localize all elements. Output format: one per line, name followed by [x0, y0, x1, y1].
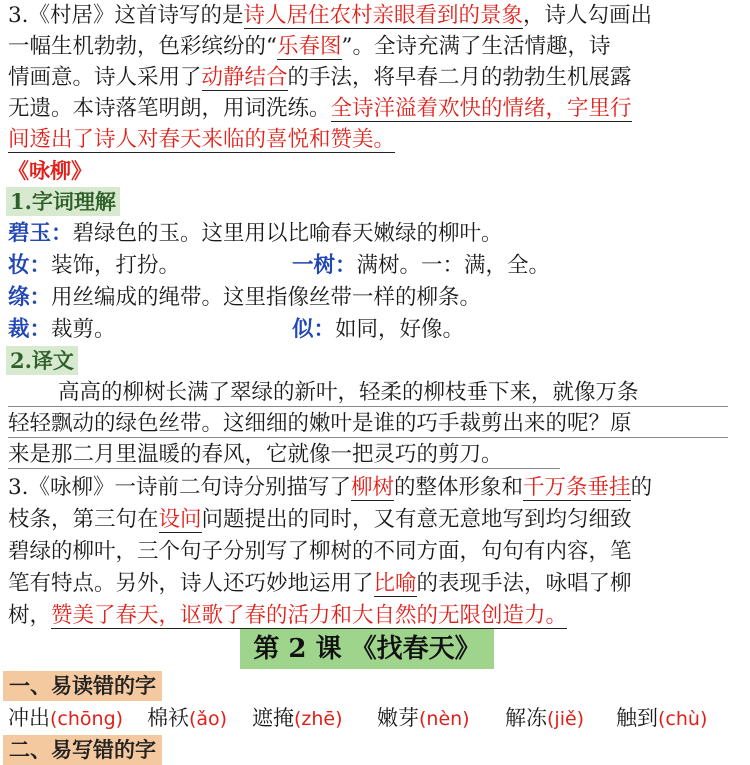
text: 一幅生机勃勃，色彩缤纷的“: [8, 34, 277, 59]
text: 的手法，将早春二月的勃勃生机展露: [287, 65, 632, 90]
text: 碧绿的柳叶，三个句子分别写了柳树的不同方面，句句有内容，笔: [8, 539, 632, 564]
vocab-term: 一树：: [292, 253, 357, 278]
vocab-def: 如同，好像。: [335, 317, 465, 342]
ruled-line: [8, 437, 728, 438]
word-pinyin: (zhē): [294, 708, 343, 730]
translation-line-2: [8, 408, 742, 439]
vocab-pair: [292, 250, 550, 281]
text: 轻轻飘动的绿色丝带。这细细的嫩叶是谁的巧手裁剪出来的呢？原: [8, 411, 632, 436]
word-item: [252, 703, 343, 734]
para1-line-5: [8, 124, 742, 155]
text: 的: [630, 475, 653, 500]
word-pinyin: (chù): [658, 708, 708, 730]
vocab-pair: [292, 314, 464, 345]
highlight-text: 动静结合: [201, 65, 288, 90]
vocab-term: 裁：: [8, 317, 52, 342]
highlight-text: 设问: [158, 507, 202, 532]
word-item: [616, 703, 707, 734]
word-char: 冲出: [8, 706, 50, 730]
highlight-text: 诗人居住农村亲眼看到的景象: [243, 3, 524, 28]
word-char: 棉袄: [147, 706, 189, 730]
text: 来是那二月里温暖的春风，它就像一把灵巧的剪刀。: [8, 442, 503, 467]
text: 高高的柳树长满了翠绿的新叶，轻柔的柳枝垂下来，就像万条: [58, 380, 639, 405]
text: 的表现手法，咏唱了柳: [416, 571, 632, 596]
para3-line-1: [8, 472, 742, 503]
vocab-term: 碧玉：: [8, 221, 73, 246]
text: 笔有特点。另外，诗人还巧妙地运用了: [8, 571, 374, 596]
para1-line-4: [8, 93, 742, 124]
para3-line-3: [8, 536, 742, 567]
section-vocab-heading: 1.字词理解: [6, 187, 120, 216]
translation-line-3: [8, 439, 742, 470]
vocab-def: 用丝编成的绳带。这里指像丝带一样的柳条。: [51, 285, 482, 310]
text: 枝条，第三句在: [8, 507, 159, 532]
text: 问题提出的同时，又有意无意地写到均匀细致: [201, 507, 632, 532]
vocab-term: 似：: [292, 317, 336, 342]
para3-line-4: [8, 568, 742, 599]
vocab-row-3: [8, 282, 742, 313]
text: ”。全诗充满了生活情趣，诗: [341, 34, 611, 59]
section-easy-write-heading: 二、易写错的字: [3, 735, 162, 765]
ruled-line: [8, 468, 560, 469]
highlight-text: 乐春图: [277, 34, 342, 59]
highlight-text: 间透出了诗人对春天来临的喜悦和赞美。: [8, 127, 396, 152]
vocab-term: 绦：: [8, 285, 52, 310]
word-pinyin: (chōng): [50, 708, 124, 730]
word-item: [147, 703, 227, 734]
vocab-row-4: [8, 314, 742, 345]
text: 3.《咏柳》一诗前二句诗分别描写了: [8, 475, 352, 500]
text: 情画意。诗人采用了: [8, 65, 202, 90]
section-translation-heading: 2.译文: [6, 346, 78, 375]
text: 的整体形象和: [394, 475, 524, 500]
word-pinyin: (jiě): [547, 708, 585, 730]
para1-line-3: [8, 62, 742, 93]
lesson-title-banner: 第 2 课 《找春天》: [240, 629, 494, 669]
highlight-text: 比喻: [373, 571, 417, 596]
word-item: [377, 703, 470, 734]
vocab-row-2: [8, 250, 742, 281]
word-char: 嫩芽: [377, 706, 419, 730]
word-item: [8, 703, 123, 734]
vocab-def: 碧绿色的玉。这里用以比喻春天嫩绿的柳叶。: [72, 221, 503, 246]
text: 3.《村居》这首诗写的是: [8, 3, 244, 28]
highlight-text: 赞美了春天，讴歌了春的活力和大自然的无限创造力。: [51, 603, 568, 628]
text: 无遗。本诗落笔明朗，用词洗练。: [8, 96, 331, 121]
word-char: 触到: [616, 706, 658, 730]
highlight-text: 柳树: [351, 475, 395, 500]
word-pinyin: (nèn): [419, 708, 470, 730]
highlight-text: 千万条垂挂: [523, 475, 631, 500]
para1-line-2: [8, 31, 742, 62]
vocab-term: 妆：: [8, 253, 52, 278]
para1-line-1: [8, 0, 742, 31]
section-easy-read-heading: 一、易读错的字: [3, 671, 162, 701]
translation-line-1: [58, 377, 742, 408]
vocab-row-1: [8, 218, 742, 249]
text: ，诗人勾画出: [523, 3, 653, 28]
vocab-def: 满树。一：满，全。: [356, 253, 551, 278]
ruled-line: [8, 406, 728, 407]
text: 树，: [8, 603, 52, 628]
para3-line-2: [8, 504, 742, 535]
word-pinyin: (ǎo): [189, 708, 228, 730]
highlight-text: 全诗洋溢着欢快的情绪，字里行: [330, 96, 632, 121]
poem-title: 《咏柳》: [8, 158, 92, 183]
vocab-def: 装饰，打扮。: [51, 253, 181, 278]
word-item: [505, 703, 584, 734]
word-char: 遮掩: [252, 706, 294, 730]
vocab-def: 裁剪。: [51, 317, 116, 342]
word-char: 解冻: [505, 706, 547, 730]
para3-line-5: [8, 600, 742, 631]
